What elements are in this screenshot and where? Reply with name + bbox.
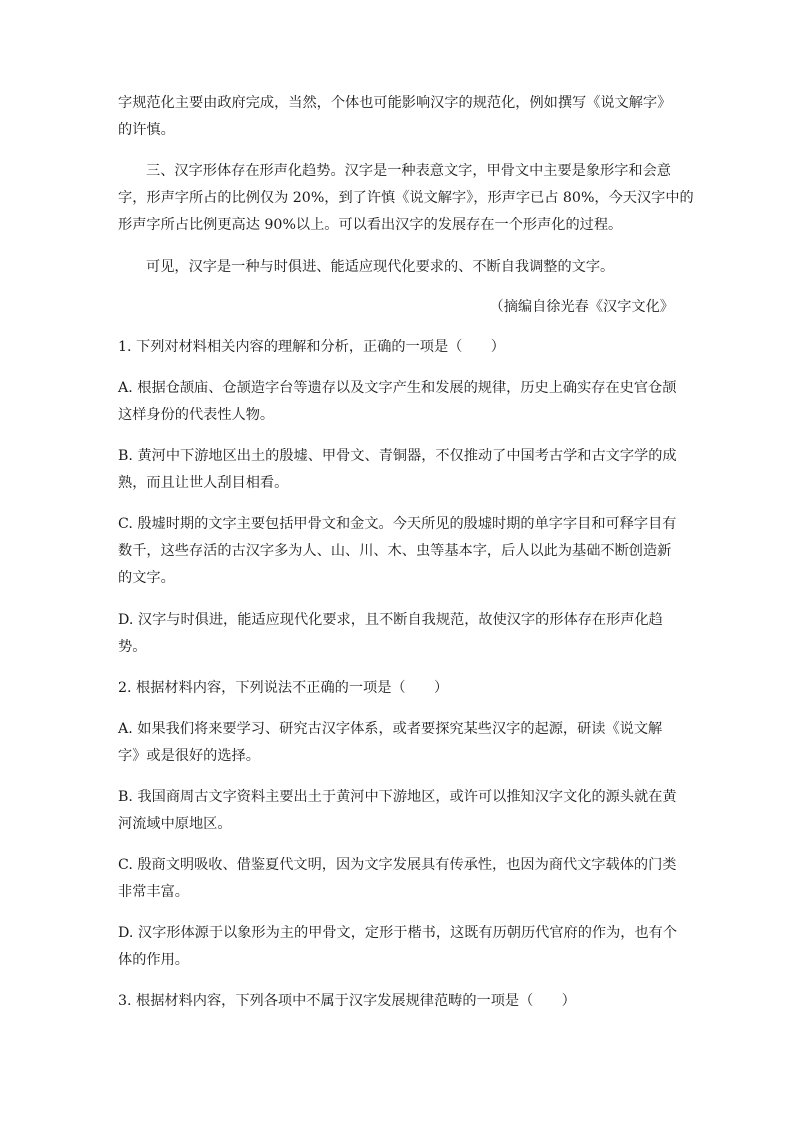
question-2-option-a [118,716,674,770]
text-line: B. 黄河中下游地区出土的殷墟、甲骨文、青铜器，不仅推动了中国考古学和古文字学的成 [118,448,677,464]
text-line: D. 汉字形体源于以象形为主的甲骨文，定形于楷书，这既有历朝历代官府的作为，也有个 [118,925,678,941]
source-citation [118,294,674,321]
question-2-stem [118,675,674,702]
text-line: B. 我国商周古文字资料主要出土于黄河中下游地区，或许可以推知汉字文化的源头就在黄 [118,789,677,805]
question-2-option-d [118,920,678,974]
question-2-option-c [118,852,677,906]
paragraph-conclusion [118,254,674,281]
paragraph-standardization [118,90,674,144]
text-line: 字规范化主要由政府完成，当然，个体也可能影响汉字的规范化，例如撰写《说文解字》 [118,95,672,111]
text-line: 3. 根据材料内容，下列各项中不属于汉字发展规律范畴的一项是（ ） [118,993,576,1009]
text-line: 形声字所占比例更高达 90%以上。可以看出汉字的发展存在一个形声化的过程。 [118,217,623,233]
text-line: A. 如果我们将来要学习、研究古汉字体系，或者要探究某些汉字的起源，研读《说文解 [118,721,663,737]
text-line: 河流域中原地区。 [118,816,232,832]
text-line: 的许慎。 [118,122,175,138]
text-line: （摘编自徐光春《汉字文化》 [489,299,674,315]
text-line: A. 根据仓颉庙、仓颉造字台等遗存以及文字产生和发展的规律，历史上确实存在史官仓颉 [118,380,677,396]
text-line: 字》或是很好的选择。 [118,748,260,764]
text-line: 势。 [118,639,147,655]
text-line: C. 殷商文明吸收、借鉴夏代文明，因为文字发展具有传承性，也因为商代文字载体的门类 [118,857,677,873]
text-line: 三、汉字形体存在形声化趋势。汉字是一种表意文字，甲骨文中主要是象形字和会意 [146,163,671,179]
text-line: D. 汉字与时俱进，能适应现代化要求，且不断自我规范，故使汉字的形体存在形声化趋 [118,612,663,628]
text-line: 体的作用。 [118,952,189,968]
question-3-stem [118,988,674,1015]
question-1-option-d [118,607,674,661]
text-line: 1. 下列对材料相关内容的理解和分析，正确的一项是（ ） [118,339,505,355]
text-line: 非常丰富。 [118,884,189,900]
question-1-option-b [118,443,677,497]
text-line: 这样身份的代表性人物。 [118,407,275,423]
text-line: 字，形声字所占的比例仅为 20%，到了许慎《说文解字》，形声字已占 80%，今天汉字中的 [118,190,694,206]
text-line: C. 殷墟时期的文字主要包括甲骨文和金文。今天所见的殷墟时期的单字字目和可释字目有 [118,516,677,532]
paragraph-phonetic-trend [118,158,694,239]
question-1-option-a [118,375,677,429]
question-2-option-b [118,784,677,838]
text-line: 熟，而且让世人刮目相看。 [118,475,289,491]
text-line: 的文字。 [118,570,175,586]
text-line: 可见，汉字是一种与时俱进、能适应现代化要求的、不断自我调整的文字。 [146,259,615,275]
question-1-stem [118,334,674,361]
question-1-option-c [118,511,677,592]
text-line: 2. 根据材料内容，下列说法不正确的一项是（ ） [118,680,449,696]
text-line: 数千，这些存活的古汉字多为人、山、川、木、虫等基本字，后人以此为基础不断创造新 [118,543,672,559]
